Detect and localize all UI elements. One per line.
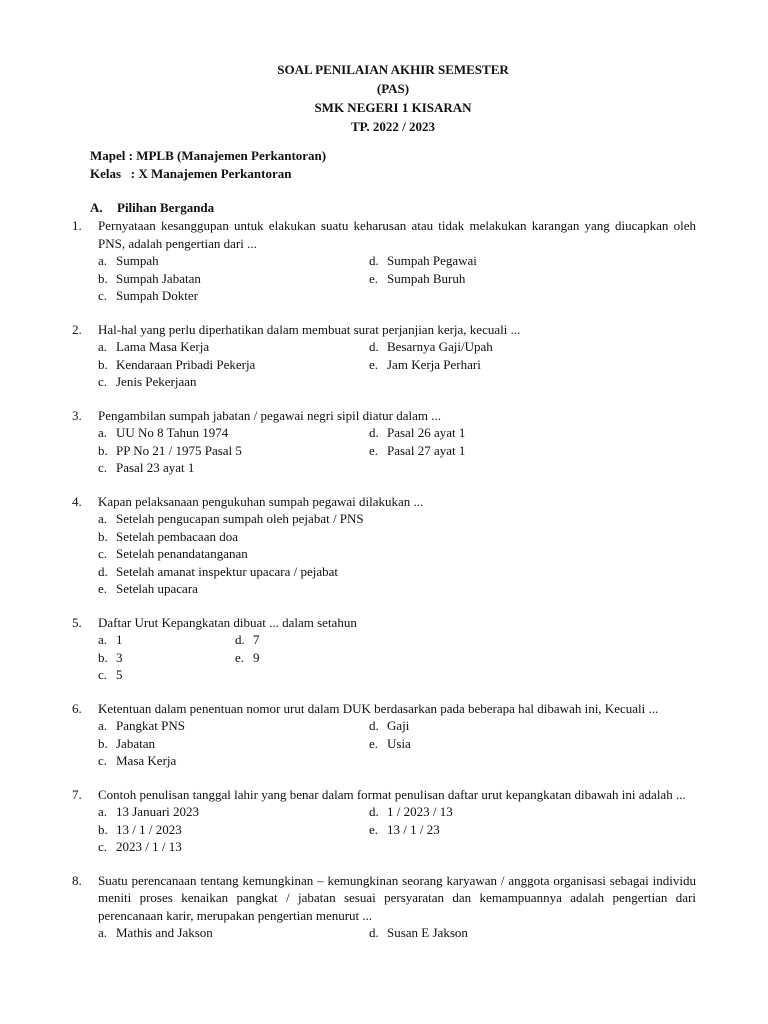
question-item <box>72 872 696 942</box>
option-row <box>98 270 696 288</box>
question-item <box>72 700 696 770</box>
option-row <box>98 356 696 374</box>
option-text: Mathis and Jakson <box>116 925 213 940</box>
header-year: TP. 2022 / 2023 <box>350 119 436 134</box>
option-text: Jenis Pekerjaan <box>116 374 197 389</box>
question-text: Pengambilan sumpah jabatan / pegawai negri sipil diatur dalam ... <box>98 407 441 423</box>
option-letter: a. <box>98 925 108 940</box>
question-text-block <box>72 217 696 252</box>
option-right <box>235 649 260 667</box>
option-list <box>72 510 696 598</box>
option-text: 13 Januari 2023 <box>116 804 200 819</box>
question-text: Ketentuan dalam penentuan nomor urut dalam DUK berdasarkan pada beberapa hal dibawah ini, Kecuali ... <box>98 700 659 716</box>
option-right <box>369 338 493 356</box>
option-left <box>98 581 198 596</box>
option-text: PP No 21 / 1975 Pasal 5 <box>116 442 242 458</box>
option-text: Susan E Jakson <box>387 925 468 940</box>
option-left <box>98 717 369 735</box>
question-list <box>72 217 696 958</box>
question-number: 4. <box>72 493 82 509</box>
option-right <box>235 631 260 649</box>
option-letter: d. <box>369 253 379 268</box>
question-text: Pernyataan kesanggupan untuk elakukan suatu keharusan atau tidak melakukan karangan yang diucapkan oleh PNS, adalah pengertian dari ... <box>98 218 696 251</box>
question-text: Daftar Urut Kepangkatan dibuat ... dalam setahun <box>98 614 357 630</box>
option-left <box>98 803 369 821</box>
option-letter: e. <box>369 821 379 837</box>
option-right <box>369 270 465 288</box>
option-text: Sumpah Buruh <box>387 270 466 286</box>
question-text-block <box>72 493 696 511</box>
option-left <box>98 924 369 942</box>
option-row <box>98 442 696 460</box>
option-letter: e. <box>369 270 379 286</box>
option-letter: b. <box>98 442 108 458</box>
option-right <box>369 924 468 942</box>
option-letter: c. <box>98 753 108 768</box>
option-left <box>98 529 238 544</box>
question-text: Kapan pelaksanaan pengukuhan sumpah pegawai dilakukan ... <box>98 493 424 509</box>
option-letter: e. <box>369 735 379 751</box>
document-header <box>0 60 768 136</box>
option-right <box>369 803 453 821</box>
option-left <box>98 821 369 839</box>
option-row <box>98 735 696 753</box>
question-text-block <box>72 614 696 632</box>
option-list <box>72 924 696 942</box>
option-row <box>98 563 696 581</box>
question-item <box>72 493 696 598</box>
option-letter: b. <box>98 735 108 751</box>
option-text: Pasal 27 ayat 1 <box>387 442 466 458</box>
option-letter: a. <box>98 339 108 354</box>
option-row <box>98 528 696 546</box>
option-text: Setelah pengucapan sumpah oleh pejabat / PNS <box>116 511 364 526</box>
option-text: Gaji <box>387 718 410 733</box>
option-letter: a. <box>98 511 108 526</box>
option-letter: e. <box>235 649 245 665</box>
option-row <box>98 580 696 598</box>
option-list <box>72 631 696 684</box>
option-list <box>72 252 696 305</box>
option-letter: c. <box>98 667 108 682</box>
option-left <box>98 356 369 374</box>
option-letter: c. <box>98 546 108 561</box>
option-list <box>72 717 696 770</box>
option-row <box>98 666 696 684</box>
option-row <box>98 510 696 528</box>
question-item <box>72 217 696 305</box>
option-letter: d. <box>369 718 379 733</box>
option-right <box>369 424 465 442</box>
question-number: 6. <box>72 700 82 716</box>
option-row <box>98 459 696 477</box>
option-row <box>98 803 696 821</box>
option-row <box>98 838 696 856</box>
option-left <box>98 270 369 288</box>
option-text: Pasal 26 ayat 1 <box>387 425 466 440</box>
option-text: Masa Kerja <box>116 753 177 768</box>
question-number: 5. <box>72 614 82 630</box>
option-text: 2023 / 1 / 13 <box>116 839 182 854</box>
option-left <box>98 753 176 768</box>
option-left <box>98 649 235 667</box>
question-text-block <box>72 872 696 925</box>
section-letter: A. <box>90 200 103 215</box>
option-right <box>369 442 465 460</box>
question-item <box>72 614 696 684</box>
option-letter: d. <box>98 563 108 579</box>
question-item <box>72 786 696 856</box>
option-text: Sumpah Pegawai <box>387 253 477 268</box>
option-text: 9 <box>253 649 260 665</box>
option-text: Setelah upacara <box>116 581 198 596</box>
option-letter: a. <box>98 632 108 647</box>
question-text: Contoh penulisan tanggal lahir yang benar dalam format penulisan daftar urut kepangkatan dibawah ini adalah ... <box>98 786 686 802</box>
question-item <box>72 321 696 391</box>
option-row <box>98 545 696 563</box>
option-row <box>98 924 696 942</box>
option-right <box>369 252 477 270</box>
option-letter: b. <box>98 649 108 665</box>
option-list <box>72 424 696 477</box>
option-letter: a. <box>98 425 108 440</box>
option-letter: c. <box>98 839 108 854</box>
header-subtitle: (PAS) <box>376 81 410 96</box>
option-text: Jabatan <box>116 735 155 751</box>
question-number: 2. <box>72 321 82 337</box>
option-left <box>98 735 369 753</box>
option-letter: e. <box>369 356 379 372</box>
option-text: 13 / 1 / 23 <box>387 821 440 837</box>
option-left <box>98 252 369 270</box>
option-text: UU No 8 Tahun 1974 <box>116 425 229 440</box>
option-left <box>98 424 369 442</box>
question-item <box>72 407 696 477</box>
option-row <box>98 631 696 649</box>
option-right <box>369 821 440 839</box>
option-row <box>98 717 696 735</box>
option-left <box>98 442 369 460</box>
option-letter: d. <box>369 339 379 354</box>
option-left <box>98 631 235 649</box>
option-right <box>369 356 481 374</box>
header-school: SMK NEGERI 1 KISARAN <box>314 100 472 115</box>
option-letter: b. <box>98 528 108 544</box>
option-text: 5 <box>116 667 123 682</box>
option-letter: c. <box>98 460 108 475</box>
question-text-block <box>72 786 696 804</box>
question-number: 3. <box>72 407 82 423</box>
header-title: SOAL PENILAIAN AKHIR SEMESTER <box>277 62 509 77</box>
question-text-block <box>72 321 696 339</box>
option-list <box>72 803 696 856</box>
option-left <box>98 511 364 526</box>
option-text: Kendaraan Pribadi Pekerja <box>116 356 256 372</box>
option-left <box>98 564 338 579</box>
option-right <box>369 717 409 735</box>
option-text: Sumpah Dokter <box>116 288 198 303</box>
option-text: Sumpah Jabatan <box>116 270 201 286</box>
option-row <box>98 373 696 391</box>
exam-meta <box>90 147 326 182</box>
option-text: Setelah pembacaan doa <box>116 528 238 544</box>
option-text: Jam Kerja Perhari <box>387 356 481 372</box>
option-left <box>98 546 248 561</box>
option-text: Usia <box>387 735 411 751</box>
question-text: Hal-hal yang perlu diperhatikan dalam membuat surat perjanjian kerja, kecuali ... <box>98 321 521 337</box>
option-text: Pangkat PNS <box>116 718 185 733</box>
option-left <box>98 667 123 682</box>
option-text: Pasal 23 ayat 1 <box>116 460 195 475</box>
option-row <box>98 424 696 442</box>
option-text: 13 / 1 / 2023 <box>116 821 182 837</box>
option-text: Setelah penandatanganan <box>116 546 248 561</box>
option-text: Setelah amanat inspektur upacara / pejabat <box>116 563 338 579</box>
question-text-block <box>72 407 696 425</box>
option-row <box>98 252 696 270</box>
option-letter: c. <box>98 288 108 303</box>
option-letter: a. <box>98 718 108 733</box>
question-number: 7. <box>72 786 82 802</box>
option-letter: d. <box>369 925 379 940</box>
section-heading <box>90 200 214 216</box>
option-left <box>98 338 369 356</box>
option-letter: e. <box>98 581 108 596</box>
option-letter: a. <box>98 804 108 819</box>
option-left <box>98 460 194 475</box>
option-text: 1 / 2023 / 13 <box>387 804 453 819</box>
question-text: Suatu perencanaan tentang kemungkinan – kemungkinan seorang karyawan / anggota organisasi sebagai individu meniti proses kenaikan pangkat / jabatan sesuai persyaratan dan kemampuannya adalah pengertian dari perencanaan karir, merupakan pengertian menurut ... <box>98 872 696 923</box>
option-text: Lama Masa Kerja <box>116 339 210 354</box>
option-row <box>98 649 696 667</box>
option-letter: d. <box>369 425 379 440</box>
question-text-block <box>72 700 696 718</box>
option-left <box>98 374 197 389</box>
option-left <box>98 288 198 303</box>
option-letter: b. <box>98 270 108 286</box>
option-row <box>98 338 696 356</box>
option-text: 7 <box>253 632 260 647</box>
option-text: 3 <box>116 649 123 665</box>
option-letter: a. <box>98 253 108 268</box>
option-text: Sumpah <box>116 253 159 268</box>
class-line: Kelas : X Manajemen Perkantoran <box>90 165 292 181</box>
option-letter: d. <box>369 804 379 819</box>
question-number: 8. <box>72 872 82 888</box>
option-right <box>369 735 411 753</box>
option-row <box>98 752 696 770</box>
question-number: 1. <box>72 218 82 233</box>
option-letter: b. <box>98 356 108 372</box>
option-letter: c. <box>98 374 108 389</box>
section-title: Pilihan Berganda <box>117 200 215 215</box>
subject-line: Mapel : MPLB (Manajemen Perkantoran) <box>90 148 327 163</box>
option-text: 1 <box>116 632 123 647</box>
option-row <box>98 821 696 839</box>
option-letter: e. <box>369 442 379 458</box>
option-letter: b. <box>98 821 108 837</box>
option-left <box>98 839 182 854</box>
option-text: Besarnya Gaji/Upah <box>387 339 493 354</box>
option-letter: d. <box>235 632 245 647</box>
option-row <box>98 287 696 305</box>
option-list <box>72 338 696 391</box>
